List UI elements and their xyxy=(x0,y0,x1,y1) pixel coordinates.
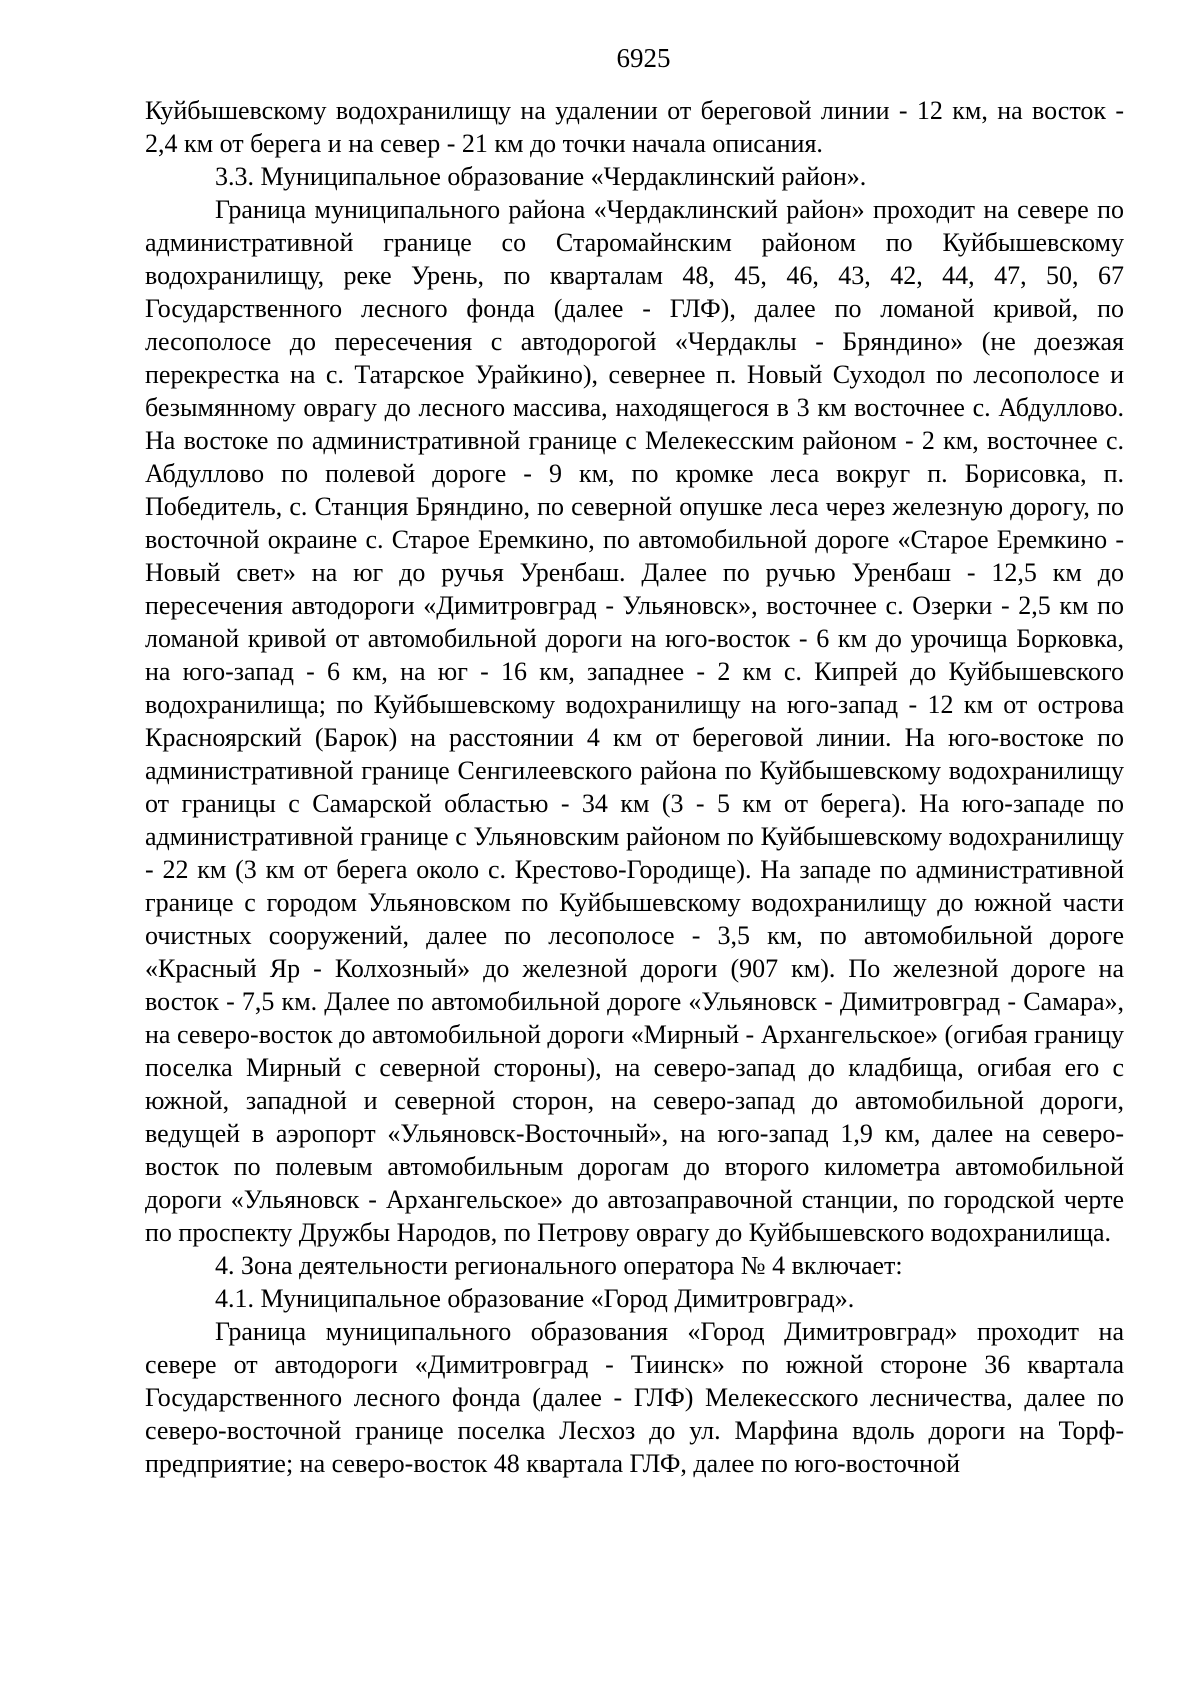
paragraph-continuation: Куйбышевскому водохранилищу на удалении от береговой линии - 12 км, на восток - 2,4 км от берега и на север - 21 км до точки начала описания. xyxy=(145,96,1124,158)
section-heading-4: 4. Зона деятельности регионального оператора № 4 включает: xyxy=(215,1251,903,1280)
section-heading-4-1: 4.1. Муниципальное образование «Город Димитровград». xyxy=(215,1284,855,1313)
paragraph-dimitrovgrad-boundary: Граница муниципального образования «Город Димитровград» проходит на севере от автодороги «Димитровград - Тиинск» по южной стороне 36 квартала Государственного лесного фонда (далее - ГЛФ) Мелекесского лесничества, далее по северо-восточной границе поселка Лесхоз до ул. Марфина вдоль дороги на Торф-предприятие; на северо-восток 48 квартала ГЛФ, далее по юго-восточной xyxy=(145,1317,1124,1478)
section-heading-3-3: 3.3. Муниципальное образование «Чердаклинский район». xyxy=(215,162,867,191)
paragraph-cherdaklinsky-boundary: Граница муниципального района «Чердаклинский район» проходит на севере по административной границе со Старомайнским районом по Куйбышевскому водохранилищу, реке Урень, по кварталам 48, 45, 46, 43, 42, 44, 47, 50, 67 Государственного лесного фонда (далее - ГЛФ), далее по ломаной кривой, по лесополосе до пересечения с автодорогой «Чердаклы - Бряндино» (не доезжая перекрестка на с. Татарское Урайкино), севернее п. Новый Суходол по лесополосе и безымянному оврагу до лесного массива, находящегося в 3 км восточнее с. Абдуллово. На востоке по административной границе с Мелекесским районом - 2 км, восточнее с. Абдуллово по полевой дороге - 9 км, по кромке леса вокруг п. Борисовка, п. Победитель, с. Станция Бряндино, по северной опушке леса через железную дорогу, по восточной окраине с. Старое Еремкино, по автомобильной дороге «Старое Еремкино - Новый свет» на юг до ручья Уренбаш. Далее по ручью Уренбаш - 12,5 км до пересечения автодороги «Димитровград - Ульяновск», восточнее с. Озерки - 2,5 км по ломаной кривой от автомобильной дороги на юго-восток - 6 км до урочища Борковка, на юго-запад - 6 км, на юг - 16 км, западнее - 2 км с. Кипрей до Куйбышевского водохранилища; по Куйбышевскому водохранилищу на юго-запад - 12 км от острова Красноярский (Барок) на расстоянии 4 км от береговой линии. На юго-востоке по административной границе Сенгилеевского района по Куйбышевскому водохранилищу от границы с Самарской областью - 34 км (3 - 5 км от берега). На юго-западе по административной границе с Ульяновским районом по Куйбышевскому водохранилищу - 22 км (3 км от берега около с. Крестово-Городище). На западе по административной границе с городом Ульяновском по Куйбышевскому водохранилищу до южной части очистных сооружений, далее по лесополосе - 3,5 км, по автомобильной дороге «Красный Яр - Колхозный» до железной дороги (907 км). По железной дороге на восток - 7,5 км. Далее по автомобильной дороге «Ульяновск - Димитровград - Самара», на северо-восток до автомобильной дороги «Мирный - Архангельское» (огибая границу поселка Мирный с северной стороны), на северо-запад до кладбища, огибая его с южной, западной и северной сторон, на северо-запад до автомобильной дороги, ведущей в аэропорт «Ульяновск-Восточный», на юго-запад 1,9 км, далее на северо-восток по полевым автомобильным дорогам до второго километра автомобильной дороги «Ульяновск - Архангельское» до автозаправочной станции, по городской черте по проспекту Дружбы Народов, по Петрову оврагу до Куйбышевского водохранилища. xyxy=(145,195,1124,1247)
document-body xyxy=(145,94,1124,1480)
page-number: 6925 xyxy=(616,43,671,73)
